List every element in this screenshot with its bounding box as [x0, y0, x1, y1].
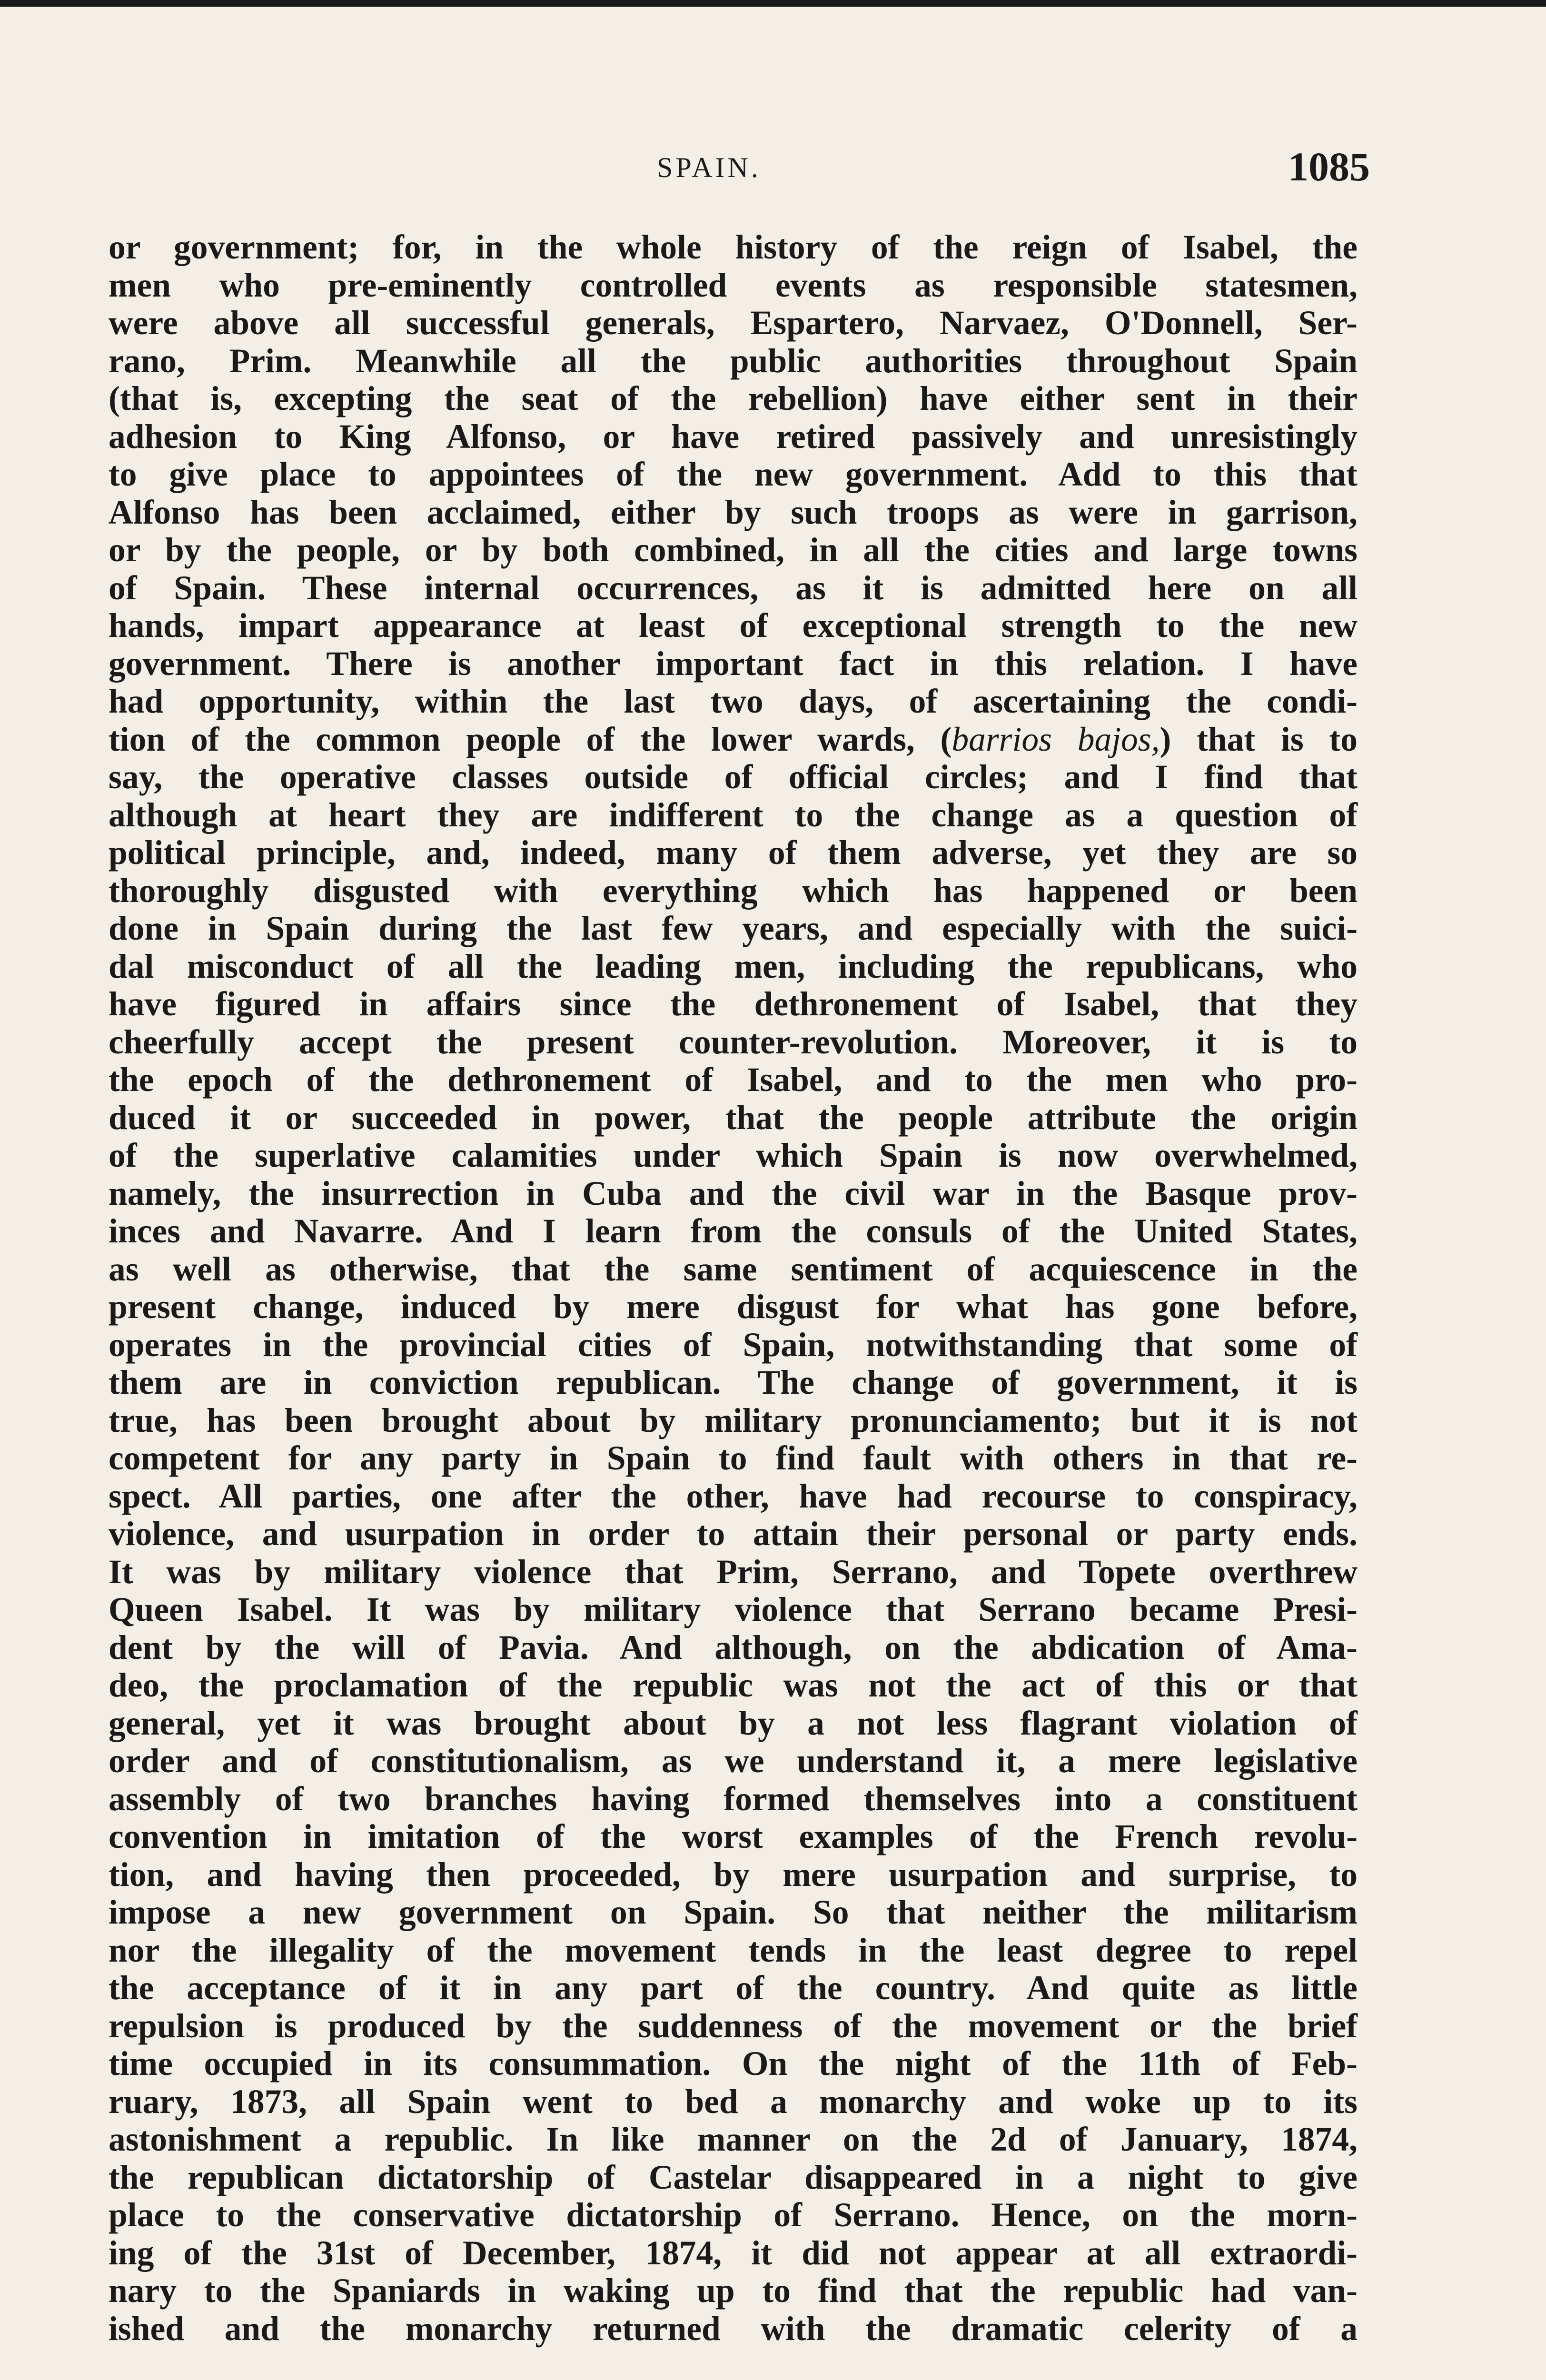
text-line: convention in imitation of the worst examples of the French revolu- [109, 1818, 1358, 1855]
text-line: time occupied in its consummation. On the night of the 11th of Feb- [109, 2045, 1358, 2082]
text-line: the acceptance of it in any part of the country. And quite as little [109, 1969, 1358, 2007]
text-line: assembly of two branches having formed themselves into a constituent [109, 1780, 1358, 1818]
text-line: spect. All parties, one after the other, have had recourse to conspiracy, [109, 1477, 1358, 1515]
body-paragraph [109, 228, 1358, 2348]
text-line: impose a new government on Spain. So that neither the militarism [109, 1894, 1358, 1931]
text-line: astonishment a republic. In like manner on the 2d of January, 1874, [109, 2121, 1358, 2158]
text-line: present change, induced by mere disgust for what has gone before, [109, 1288, 1358, 1326]
text-line: of Spain. These internal occurrences, as it is admitted here on all [109, 569, 1358, 607]
text-line: dent by the will of Pavia. And although, on the abdication of Ama- [109, 1628, 1358, 1666]
text-line: were above all successful generals, Espartero, Narvaez, O'Donnell, Ser- [109, 304, 1358, 342]
text-line: namely, the insurrection in Cuba and the civil war in the Basque prov- [109, 1174, 1358, 1212]
text-line: tion of the common people of the lower wards, (barrios bajos,) that is to [109, 720, 1358, 758]
text-line: true, has been brought about by military pronunciamento; but it is not [109, 1401, 1358, 1439]
top-border-rule [0, 0, 1546, 7]
text-line: political principle, and, indeed, many of them adverse, yet they are so [109, 834, 1358, 872]
text-line: deo, the proclamation of the republic was not the act of this or that [109, 1666, 1358, 1704]
text-line: tion, and having then proceeded, by mere usurpation and surprise, to [109, 1855, 1358, 1894]
text-line: (that is, excepting the seat of the rebellion) have either sent in their [109, 380, 1358, 417]
text-line: Alfonso has been acclaimed, either by such troops as were in garrison, [109, 493, 1358, 531]
text-line: inces and Navarre. And I learn from the consuls of the United States, [109, 1212, 1358, 1250]
text-line: had opportunity, within the last two days, of ascertaining the condi- [109, 683, 1358, 720]
text-line: ished and the monarchy returned with the dramatic celerity of a [109, 2310, 1358, 2348]
text-line: nor the illegality of the movement tends in the least degree to repel [109, 1931, 1358, 1969]
text-line: adhesion to King Alfonso, or have retired passively and unresistingly [109, 417, 1358, 456]
text-line: Queen Isabel. It was by military violence that Serrano became Presi- [109, 1591, 1358, 1628]
text-line: place to the conservative dictatorship of Serrano. Hence, on the morn- [109, 2196, 1358, 2234]
text-line: order and of constitutionalism, as we understand it, a mere legislative [109, 1742, 1358, 1780]
text-line: general, yet it was brought about by a not less flagrant violation of [109, 1704, 1358, 1742]
text-line: rano, Prim. Meanwhile all the public authorities throughout Spain [109, 342, 1358, 380]
text-line: competent for any party in Spain to find fault with others in that re- [109, 1439, 1358, 1477]
text-line: although at heart they are indifferent to the change as a question of [109, 796, 1358, 834]
text-line: violence, and usurpation in order to attain their personal or party ends. [109, 1515, 1358, 1553]
text-line: dal misconduct of all the leading men, including the republicans, who [109, 947, 1358, 985]
text-line: have figured in affairs since the dethronement of Isabel, that they [109, 985, 1358, 1023]
text-line: to give place to appointees of the new government. Add to this that [109, 456, 1358, 493]
text-line: the epoch of the dethronement of Isabel, and to the men who pro- [109, 1061, 1358, 1099]
text-line: cheerfully accept the present counter-revolution. Moreover, it is to [109, 1023, 1358, 1061]
text-line: operates in the provincial cities of Spain, notwithstanding that some of [109, 1326, 1358, 1364]
text-line: government. There is another important fact in this relation. I have [109, 645, 1358, 683]
text-line: the republican dictatorship of Castelar disappeared in a night to give [109, 2158, 1358, 2196]
text-line: ing of the 31st of December, 1874, it did not appear at all extraordi- [109, 2234, 1358, 2272]
text-line: thoroughly disgusted with everything which has happened or been [109, 872, 1358, 910]
text-line: repulsion is produced by the suddenness of the movement or the brief [109, 2007, 1358, 2045]
italic-phrase: barrios bajos, [951, 720, 1160, 758]
text-line: or government; for, in the whole history of the reign of Isabel, the [109, 228, 1358, 266]
text-line: men who pre-eminently controlled events as responsible statesmen, [109, 266, 1358, 304]
text-line: as well as otherwise, that the same sentiment of acquiescence in the [109, 1250, 1358, 1288]
text-line: duced it or succeeded in power, that the people attribute the origin [109, 1099, 1358, 1137]
running-head: SPAIN. [657, 152, 761, 183]
text-line: done in Spain during the last few years, and especially with the suici- [109, 910, 1358, 947]
page-number: 1085 [1288, 144, 1370, 189]
text-line: or by the people, or by both combined, in all the cities and large towns [109, 531, 1358, 569]
text-line: say, the operative classes outside of official circles; and I find that [109, 758, 1358, 796]
text-line: ruary, 1873, all Spain went to bed a monarchy and woke up to its [109, 2082, 1358, 2121]
text-line: of the superlative calamities under which Spain is now overwhelmed, [109, 1137, 1358, 1174]
text-line: It was by military violence that Prim, Serrano, and Topete overthrew [109, 1553, 1358, 1591]
text-line: nary to the Spaniards in waking up to find that the republic had van- [109, 2272, 1358, 2310]
text-line: them are in conviction republican. The change of government, it is [109, 1364, 1358, 1401]
text-line: hands, impart appearance at least of exceptional strength to the new [109, 607, 1358, 645]
